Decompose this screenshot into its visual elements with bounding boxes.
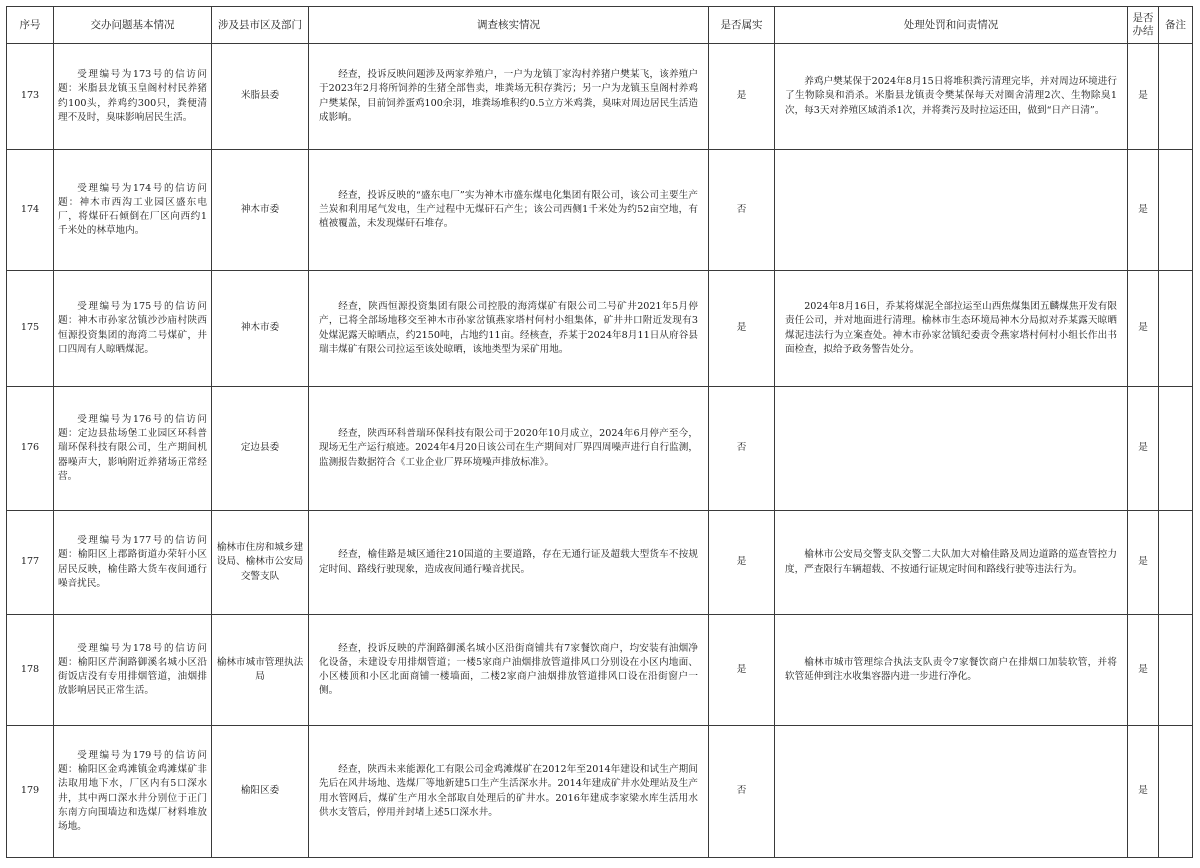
dept-cell: 榆阳区委: [212, 726, 309, 858]
issue-cell: [54, 44, 212, 150]
header-investigation: 调查核实情况: [309, 7, 709, 44]
issue-cell: [54, 271, 212, 387]
dept-cell: 神木市委: [212, 271, 309, 387]
investigation-text: 经查，陕西环科普瑞环保科技有限公司于2020年10月成立，2024年6月停产至今，现场无生产运行痕迹。2024年4月20日该公司在生产期间对厂界四周噪声进行自行监测，监测报告数据符合《工业企业厂界环境噪声排放标准》。: [319, 428, 698, 468]
table-row: [7, 387, 1193, 511]
is-true-cell: 是: [709, 44, 775, 150]
header-dept: 涉及县市区及部门: [212, 7, 309, 44]
concluded-cell: 是: [1128, 44, 1159, 150]
is-true-cell: 是: [709, 511, 775, 615]
remarks-cell: [1159, 511, 1193, 615]
header-row: [7, 7, 1193, 44]
is-true-cell: 否: [709, 726, 775, 858]
seq-cell: 178: [7, 615, 54, 726]
dept-cell: 定边县委: [212, 387, 309, 511]
dept-cell: 神木市委: [212, 150, 309, 271]
handling-text: 养鸡户樊某保于2024年8月15日将堆积粪污清理完毕，并对周边环境进行了生物除臭和消杀。米脂县龙镇责令樊某保每天对圈舍清理2次、生物除臭1次，每3天对养殖区域消杀1次，并将粪污及时拉运还田，做到“日产日清”。: [785, 76, 1117, 116]
handling-text: 2024年8月16日，乔某将煤泥全部拉运至山西焦煤集团五麟煤焦开发有限责任公司，并对地面进行清理。榆林市生态环境局神木分局拟对乔某露天晾晒煤泥违法行为立案查处。神木市孙家岔镇纪委责令燕家塔村何村小组长作出书面检查，拟给予政务警告处分。: [785, 301, 1117, 355]
header-seq: 序号: [7, 7, 54, 44]
investigation-text: 经查，投诉反映的芹涧路御溪名城小区沿街商铺共有7家餐饮商户，均安装有油烟净化设备，未建设专用排烟管道；一楼5家商户油烟排放管道排风口分别设在小区内地面、小区楼顶和小区北面商铺一楼墙面，二楼2家商户油烟排放管道排风口设在沿街窗户一侧。: [319, 642, 698, 697]
table-row: [7, 44, 1193, 150]
issue-cell: [54, 150, 212, 271]
header-is-true: 是否属实: [709, 7, 775, 44]
investigation-cell: [309, 726, 709, 858]
handling-cell: [775, 44, 1128, 150]
complaint-table: [6, 6, 1193, 858]
handling-cell: [775, 387, 1128, 511]
table-row: [7, 511, 1193, 615]
concluded-cell: 是: [1128, 387, 1159, 511]
investigation-cell: [309, 150, 709, 271]
investigation-cell: [309, 615, 709, 726]
remarks-cell: [1159, 387, 1193, 511]
issue-text: 受理编号为173号的信访问题：米脂县龙镇玉皇阁村村民养猪约100头，养鸡约300只，粪便清理不及时，臭味影响居民生活。: [58, 69, 207, 123]
concluded-cell: 是: [1128, 615, 1159, 726]
table-row: [7, 726, 1193, 858]
investigation-cell: [309, 387, 709, 511]
handling-cell: [775, 271, 1128, 387]
seq-cell: 176: [7, 387, 54, 511]
issue-text: 受理编号为178号的信访问题：榆阳区芹涧路御溪名城小区沿街饭店没有专用排烟管道，油烟排放影响居民正常生活。: [58, 642, 207, 697]
investigation-cell: [309, 511, 709, 615]
is-true-cell: 否: [709, 150, 775, 271]
handling-cell: [775, 615, 1128, 726]
header-remarks: 备注: [1159, 7, 1193, 44]
issue-text: 受理编号为176号的信访问题：定边县盐场堡工业园区环科普瑞环保科技有限公司，生产期间机器噪声大，影响附近养猪场正常经营。: [58, 413, 207, 482]
issue-cell: [54, 726, 212, 858]
header-issue: 交办问题基本情况: [54, 7, 212, 44]
dept-cell: 榆林市住房和城乡建设局、榆林市公安局交警支队: [212, 511, 309, 615]
seq-cell: 179: [7, 726, 54, 858]
seq-cell: 174: [7, 150, 54, 271]
issue-text: 受理编号为177号的信访问题：榆阳区上郡路街道办荣轩小区居民反映，榆佳路大货车夜间通行噪音扰民。: [58, 535, 207, 589]
is-true-cell: 否: [709, 387, 775, 511]
handling-cell: [775, 726, 1128, 858]
remarks-cell: [1159, 615, 1193, 726]
issue-cell: [54, 511, 212, 615]
investigation-cell: [309, 44, 709, 150]
issue-text: 受理编号为175号的信访问题：神木市孙家岔镇沙沙庙村陕西恒源投资集团的海湾二号煤矿，井口四周有人晾晒煤泥。: [58, 301, 207, 355]
table-row: [7, 150, 1193, 271]
is-true-cell: 是: [709, 615, 775, 726]
handling-cell: [775, 511, 1128, 615]
remarks-cell: [1159, 271, 1193, 387]
is-true-cell: 是: [709, 271, 775, 387]
table-row: [7, 615, 1193, 726]
remarks-cell: [1159, 44, 1193, 150]
concluded-cell: 是: [1128, 511, 1159, 615]
issue-text: 受理编号为179号的信访问题：榆阳区金鸡滩镇金鸡滩煤矿非法取用地下水，厂区内有5口深水井，其中两口深水井分别位于正门东南方向围墙边和选煤厂材料堆放场地。: [58, 749, 207, 832]
dept-cell: 米脂县委: [212, 44, 309, 150]
investigation-text: 经查，陕西未来能源化工有限公司金鸡滩煤矿在2012年至2014年建设和试生产期间先后在风井场地、选煤厂等地新建5口生产生活深水井。2014年建成矿井水处理站及生产用水管网后，煤矿生产用水全部取自处理后的矿井水。2016年建成李家梁水库生活用水供水支管后，停用并封堵上述5口深水井。: [319, 764, 698, 818]
dept-cell: 榆林市城市管理执法局: [212, 615, 309, 726]
seq-cell: 173: [7, 44, 54, 150]
seq-cell: 177: [7, 511, 54, 615]
investigation-text: 经查，投诉反映的“盛东电厂”实为神木市盛东煤电化集团有限公司，该公司主要生产兰炭和利用尾气发电，生产过程中无煤矸石产生；该公司西侧1千米处为约52亩空地，有植被覆盖，未发现煤矸石堆存。: [319, 189, 698, 230]
remarks-cell: [1159, 726, 1193, 858]
handling-text: 榆林市公安局交警支队交警二大队加大对榆佳路及周边道路的巡查管控力度，严查限行车辆超载、不按通行证规定时间和路线行驶等违法行为。: [785, 549, 1117, 575]
investigation-cell: [309, 271, 709, 387]
investigation-text: 经查，陕西恒源投资集团有限公司控股的海湾煤矿有限公司二号矿井2021年5月停产，已将全部场地移交至神木市孙家岔镇燕家塔村何村小组集体，矿井井口附近发现有3处煤泥露天晾晒点，约2150吨，占地约11亩。经核查，乔某于2024年8月11日从府谷县瑞丰煤矿有限公司拉运至该处晾晒，该地类型为采矿用地。: [319, 301, 698, 355]
issue-cell: [54, 387, 212, 511]
concluded-cell: 是: [1128, 726, 1159, 858]
concluded-cell: 是: [1128, 271, 1159, 387]
handling-text: 榆林市城市管理综合执法支队责令7家餐饮商户在排烟口加装软管，并将软管延伸到注水收集容器内进一步进行净化。: [785, 656, 1117, 682]
issue-cell: [54, 615, 212, 726]
header-concluded: 是否办结: [1128, 7, 1159, 44]
investigation-text: 经查，榆佳路是城区通往210国道的主要道路，存在无通行证及超载大型货车不按规定时间、路线行驶现象，造成夜间通行噪音扰民。: [319, 549, 698, 575]
remarks-cell: [1159, 150, 1193, 271]
handling-cell: [775, 150, 1128, 271]
table-row: [7, 271, 1193, 387]
issue-text: 受理编号为174号的信访问题：神木市西沟工业园区盛东电厂，将煤矸石倾倒在厂区向西约1千米处的林草地内。: [58, 182, 207, 237]
header-handling: 处理处罚和问责情况: [775, 7, 1128, 44]
seq-cell: 175: [7, 271, 54, 387]
investigation-text: 经查，投诉反映问题涉及两家养殖户，一户为龙镇丁家沟村养猪户樊某飞，该养殖户于2023年2月将所饲养的生猪全部售卖，堆粪场无积存粪污；另一户为龙镇玉皇阁村养鸡户樊某保，目前饲养蛋鸡100余羽，堆粪场堆积约0.5立方米鸡粪，臭味对周边居民生活造成影响。: [319, 69, 698, 123]
concluded-cell: 是: [1128, 150, 1159, 271]
